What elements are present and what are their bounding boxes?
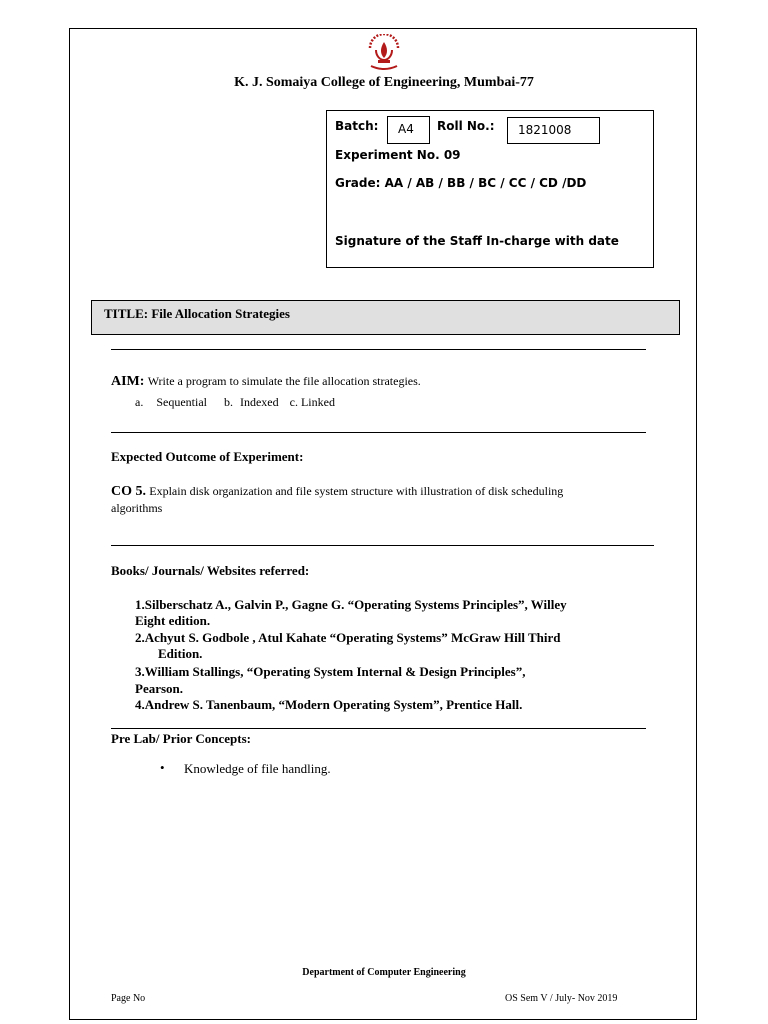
prelab-heading: Pre Lab/ Prior Concepts: bbox=[111, 731, 251, 746]
reference-1-line1: 1.Silberschatz A., Galvin P., Gagne G. “Operating Systems Principles”, Willey bbox=[135, 597, 567, 612]
roll-label: Roll No.: bbox=[437, 119, 495, 133]
divider-1 bbox=[111, 349, 646, 350]
footer-page-label: Page No bbox=[111, 993, 146, 1004]
grade-line: Grade: AA / AB / BB / BC / CC / CD /DD bbox=[335, 176, 587, 190]
batch-value: A4 bbox=[387, 116, 430, 144]
footer-course: OS Sem V / July- Nov 2019 bbox=[505, 993, 618, 1004]
aim-option-a-marker: a. bbox=[135, 395, 144, 409]
co-text-line2: algorithms bbox=[111, 501, 163, 515]
co-text-line1: Explain disk organization and file system structure with illustration of disk scheduling bbox=[149, 484, 564, 498]
aim-label: AIM: bbox=[111, 374, 145, 389]
aim-text: Write a program to simulate the file allocation strategies. bbox=[147, 374, 421, 388]
reference-3-line1: 3.William Stallings, “Operating System Internal & Design Principles”, bbox=[135, 664, 526, 679]
co-label: CO 5. bbox=[111, 484, 146, 499]
roll-value: 1821008 bbox=[507, 117, 600, 144]
aim-option-sequential: Sequential bbox=[156, 395, 207, 409]
divider-3 bbox=[111, 545, 654, 546]
footer-department: Department of Computer Engineering bbox=[302, 967, 466, 978]
reference-2-line1: 2.Achyut S. Godbole , Atul Kahate “Operating Systems” McGraw Hill Third bbox=[135, 630, 561, 645]
outcome-heading: Expected Outcome of Experiment: bbox=[111, 449, 304, 464]
prelab-bullet: • bbox=[160, 760, 165, 775]
batch-label: Batch: bbox=[335, 119, 379, 133]
reference-1-line2: Eight edition. bbox=[135, 613, 211, 628]
aim-options bbox=[135, 395, 335, 410]
aim-option-linked: c. Linked bbox=[289, 395, 335, 409]
title-heading bbox=[104, 306, 290, 322]
references-heading: Books/ Journals/ Websites referred: bbox=[111, 563, 310, 578]
signature-line: Signature of the Staff In-charge with date bbox=[335, 234, 619, 248]
title-label: TITLE: bbox=[104, 306, 149, 321]
prelab-item-1: Knowledge of file handling. bbox=[184, 761, 331, 776]
reference-3-line2: Pearson. bbox=[135, 681, 184, 696]
divider-2 bbox=[111, 432, 646, 433]
title-bar bbox=[91, 300, 680, 335]
aim-line bbox=[111, 373, 421, 390]
experiment-info-box bbox=[326, 110, 654, 268]
title-text: File Allocation Strategies bbox=[151, 306, 290, 321]
divider-4 bbox=[111, 728, 646, 729]
reference-2-line2: Edition. bbox=[158, 646, 203, 661]
experiment-number: Experiment No. 09 bbox=[335, 148, 461, 162]
reference-4-line1: 4.Andrew S. Tanenbaum, “Modern Operating System”, Prentice Hall. bbox=[135, 697, 523, 712]
aim-option-indexed: Indexed bbox=[239, 395, 279, 409]
aim-option-b-marker: b. bbox=[223, 395, 233, 409]
outcome-co-line bbox=[111, 483, 563, 500]
somaiya-logo-icon bbox=[366, 34, 402, 72]
college-name: K. J. Somaiya College of Engineering, Mumbai-77 bbox=[234, 75, 534, 90]
